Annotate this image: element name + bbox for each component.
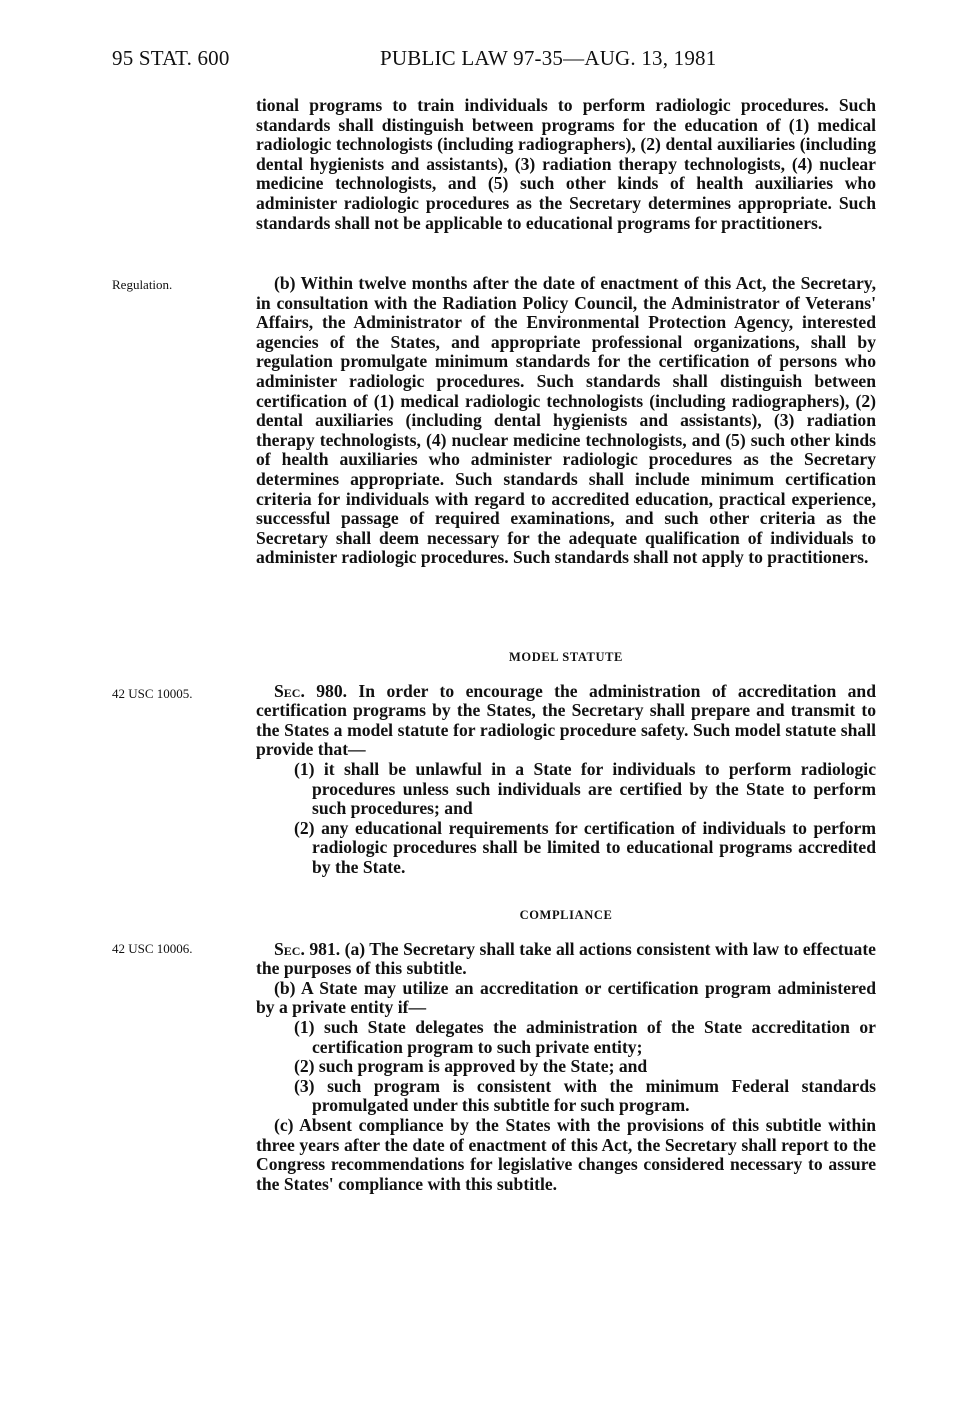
- margin-note-regulation: Regulation.: [112, 277, 173, 292]
- sec-980-item-1: (1) it shall be unlawful in a State for individuals to perform radiologic procedures unless such individuals are certified by the State to perform such procedures; and: [294, 758, 876, 819]
- model-statute-heading: MODEL STATUTE: [509, 650, 623, 664]
- margin-note-42-usc-10006: 42 USC 10006.: [112, 941, 193, 956]
- sec-981-paragraph: [256, 940, 876, 979]
- sec-980-item-2: (2) any educational requirements for certification of individuals to perform radiologic procedures shall be limited to educational programs accredited by the State.: [294, 817, 876, 877]
- subsection-b-block: [256, 274, 876, 568]
- sec-981-label: Sec.: [274, 938, 305, 959]
- continuation-paragraph: tional programs to train individuals to perform radiologic procedures. Such standards shall distinguish between programs for the education of (1) medical radiologic technologists (including radiographers), (2) dental auxiliaries (including dental hygienists and assistants), (3) radiation therapy technologists, (4) nuclear medicine technologists, and (5) such other kinds of health auxiliaries who administer radiologic procedures as the Secretary determines appropriate. Such standards shall not be applicable to educational programs for practitioners.: [256, 95, 876, 233]
- sec-981-subsection-b: (b) A State may utilize an accreditation or certification program administered by a private entity if—: [256, 977, 876, 1018]
- page-header: [112, 46, 872, 76]
- sec-981-item-1: (1) such State delegates the administration of the State accreditation or certification program to such private entity;: [294, 1016, 876, 1057]
- compliance-section: [256, 906, 876, 1194]
- stat-page-reference: 95 STAT. 600: [112, 46, 230, 70]
- subsection-b-paragraph: (b) Within twelve months after the date of enactment of this Act, the Secretary, in consultation with the Radiation Policy Council, the Administrator of Veterans' Affairs, the Administrator of the Environmental Protection Agency, interested agencies of the States, and appropriate professional organizations, shall by regulation promulgate minimum standards for the certification of persons who administer radiologic procedures. Such standards shall distinguish between certification of (1) medical radiologic technologists (including radiographers), (2) dental auxiliaries (including dental hygienists and assistants), (3) radiation therapy technologists, (4) nuclear medicine technologists, and (5) such other kinds of health auxiliaries who administer radiologic procedures as the Secretary determines appropriate. Such standards shall include minimum certification criteria for individuals with regard to accredited education, practical experience, successful passage of required examinations, and such other criteria as the Secretary shall deem necessary for the adequate qualification of individuals to administer radiologic procedures. Such standards shall not apply to practitioners.: [256, 273, 876, 568]
- sec-981-text: 981. (a) The Secretary shall take all actions consistent with law to effectuate the purposes of this subtitle.: [256, 938, 876, 979]
- sec-980-paragraph: [256, 682, 876, 760]
- model-statute-section: [256, 648, 876, 878]
- compliance-heading: COMPLIANCE: [519, 908, 613, 922]
- margin-note-42-usc-10005: 42 USC 10005.: [112, 686, 193, 701]
- public-law-title: PUBLIC LAW 97-35—AUG. 13, 1981: [380, 46, 717, 70]
- sec-980-text: 980. In order to encourage the administration of accreditation and certification programs by the States, the Secretary shall prepare and transmit to the States a model statute for radiologic procedure safety. Such model statute shall provide that—: [256, 680, 876, 760]
- continuation-block: [256, 96, 876, 233]
- sec-981-item-3: (3) such program is consistent with the minimum Federal standards promulgated under this subtitle for such program.: [294, 1075, 876, 1116]
- sec-981-item-2: (2) such program is approved by the State; and: [294, 1056, 648, 1077]
- sec-980-label: Sec.: [274, 680, 305, 701]
- sec-981-subsection-c: (c) Absent compliance by the States with the provisions of this subtitle within three years after the date of enactment of this Act, the Secretary shall report to the Congress recommendations for legislative changes considered necessary to assure the States' compliance with this subtitle.: [256, 1114, 876, 1194]
